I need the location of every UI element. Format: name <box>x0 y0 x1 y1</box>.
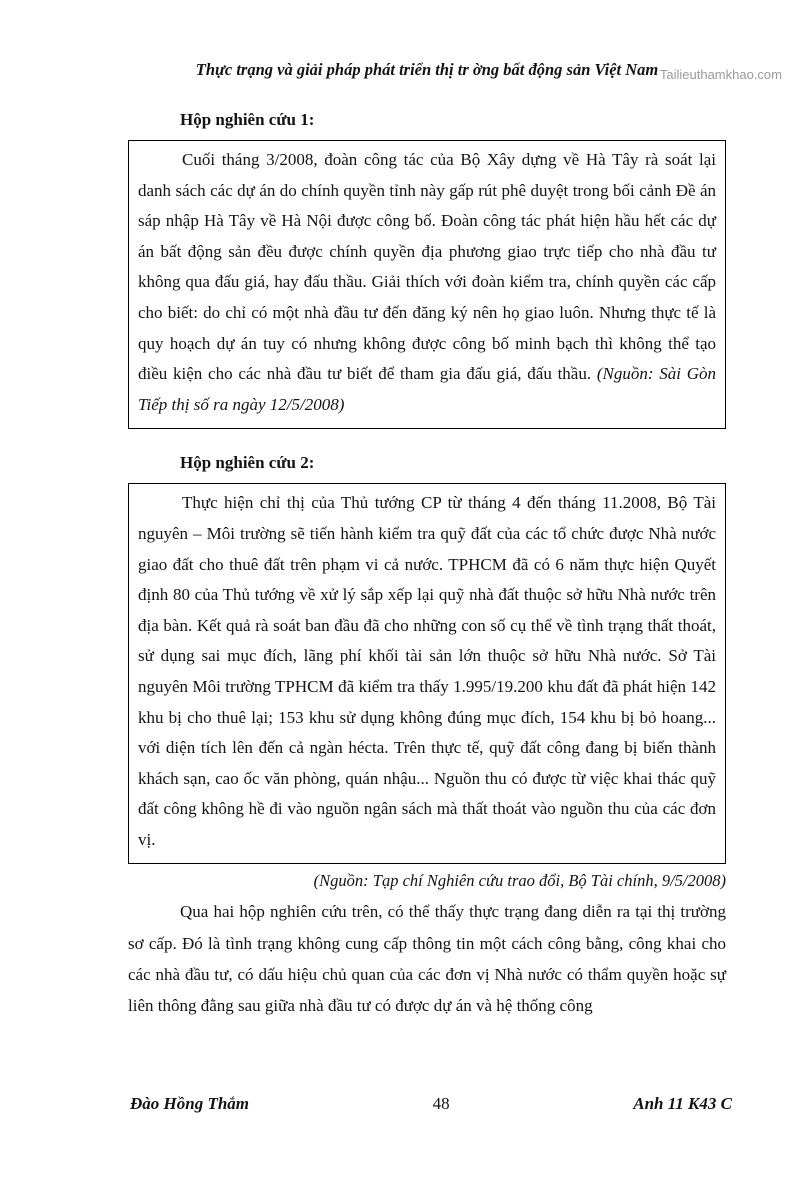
box2-heading: Hộp nghiên cứu 2: <box>180 453 315 473</box>
document-title: Thực trạng và giải pháp phát triển thị tr ờng bất động sản Việt Nam <box>195 60 659 79</box>
box1-source: (Nguồn: Sài Gòn Tiếp thị số ra ngày 12/5/2008) <box>138 364 717 414</box>
box1-text: Cuối tháng 3/2008, đoàn công tác của Bộ Xây dựng về Hà Tây rà soát lại danh sách các dự án do chính quyền tỉnh này gấp rút phê duyệt trong bối cảnh Đề án sáp nhập Hà Tây về Hà Nội được công bố. Đoàn công tác phát hiện hầu hết các dự án bất động sản đều được chính quyền địa phương giao trực tiếp cho nhà đầu tư không qua đấu giá, hay đấu thầu. Giải thích với đoàn kiểm tra, chính quyền các cấp cho biết: do chỉ có một nhà đầu tư đến đăng ký nên họ giao luôn. Nhưng thực tế là quy hoạch dự án tuy có nhưng không được công bố minh bạch thì không thể tạo điều kiện cho các nhà đầu tư biết để tham gia đấu giá, đấu thầu. <box>138 150 716 384</box>
page-footer <box>130 1094 732 1114</box>
research-box-2 <box>128 483 726 864</box>
box2-citation: (Nguồn: Tạp chí Nghiên cứu trao đổi, Bộ Tài chính, 9/5/2008) <box>313 871 726 891</box>
box1-heading: Hộp nghiên cứu 1: <box>180 110 315 129</box>
closing-paragraph: Qua hai hộp nghiên cứu trên, có thể thấy thực trạng đang diễn ra tại thị trường sơ cấp. Đó là tình trạng không cung cấp thông tin một cách công bằng, công khai cho các nhà đầu tư, có dấu hiệu chủ quan của các đơn vị Nhà nước có thẩm quyền hoặc sự liên thông đằng sau giữa nhà đầu tư có được dự án và hệ thống công <box>128 902 726 1016</box>
research-box-1 <box>128 140 726 429</box>
footer-author: Đào Hồng Thắm <box>130 1094 250 1113</box>
box2-text: Thực hiện chỉ thị của Thủ tướng CP từ tháng 4 đến tháng 11.2008, Bộ Tài nguyên – Môi trường sẽ tiến hành kiểm tra quỹ đất của các tổ chức được Nhà nước giao đất cho thuê đất trên phạm vi cả nước. TPHCM đã có 6 năm thực hiện Quyết định 80 của Thủ tướng về xử lý sắp xếp lại quỹ nhà đất thuộc sở hữu Nhà nước trên địa bàn. Kết quả rà soát ban đầu đã cho những con số cụ thể về tình trạng thất thoát, sử dụng sai mục đích, lãng phí khối tài sản lớn thuộc sở hữu Nhà nước. Sở Tài nguyên Môi trường TPHCM đã kiểm tra thấy 1.995/19.200 khu đất đã phát hiện 142 khu bị cho thuê lại; 153 khu sử dụng không đúng mục đích, 154 khu bị bỏ hoang... với diện tích lên đến cả ngàn hécta. Trên thực tế, quỹ đất công đang bị biến thành khách sạn, cao ốc văn phòng, quán nhậu... Nguồn thu có được từ việc khai thác quỹ đất công không hề đi vào nguồn ngân sách mà thất thoát vào nguồn thu của các đơn vị. <box>138 493 716 849</box>
footer-page-number: 48 <box>432 1094 450 1113</box>
page-content <box>0 60 794 1022</box>
site-watermark-link[interactable]: Tailieuthamkhao.com <box>659 67 782 82</box>
footer-class-name: Anh 11 K43 C <box>633 1094 732 1113</box>
box1-paragraph <box>138 145 716 420</box>
document-page <box>0 60 794 1113</box>
